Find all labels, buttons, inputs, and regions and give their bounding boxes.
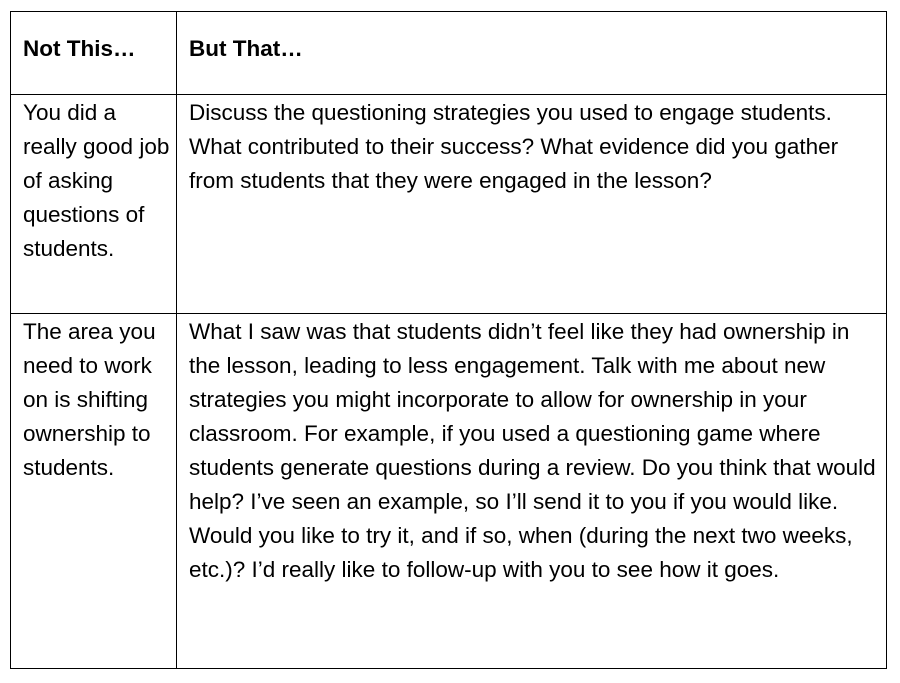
document-page bbox=[10, 11, 886, 668]
table-row bbox=[11, 314, 887, 669]
not-this-text: The area you need to work on is shifting ownership to students. bbox=[23, 319, 156, 480]
table-header-row bbox=[11, 12, 887, 95]
but-that-text: What I saw was that students didn’t feel like they had ownership in the lesson, leading to less engagement. Talk with me about new strategies you might incorporate to allow for ownership in your classroom. For example, if you used a questioning game where students generate questions during a review. Do you think that would help? I’ve seen an example, so I’ll send it to you if you would like. Would you like to try it, and if so, when (during the next two weeks, etc.)? I’d really like to follow-up with you to see how it goes. bbox=[189, 319, 876, 582]
cell-but-that bbox=[177, 314, 887, 669]
header-but-that: But That… bbox=[189, 36, 303, 61]
cell-not-this bbox=[11, 314, 177, 669]
table-row bbox=[11, 95, 887, 314]
header-not-this: Not This… bbox=[23, 36, 136, 61]
comparison-table bbox=[10, 11, 887, 669]
cell-not-this bbox=[11, 95, 177, 314]
cell-but-that bbox=[177, 95, 887, 314]
not-this-text: You did a really good job of asking questions of students. bbox=[23, 100, 170, 261]
header-cell-but-that bbox=[177, 12, 887, 95]
but-that-text: Discuss the questioning strategies you used to engage students. What contributed to their success? What evidence did you gather from students that they were engaged in the lesson? bbox=[189, 100, 839, 193]
header-cell-not-this bbox=[11, 12, 177, 95]
